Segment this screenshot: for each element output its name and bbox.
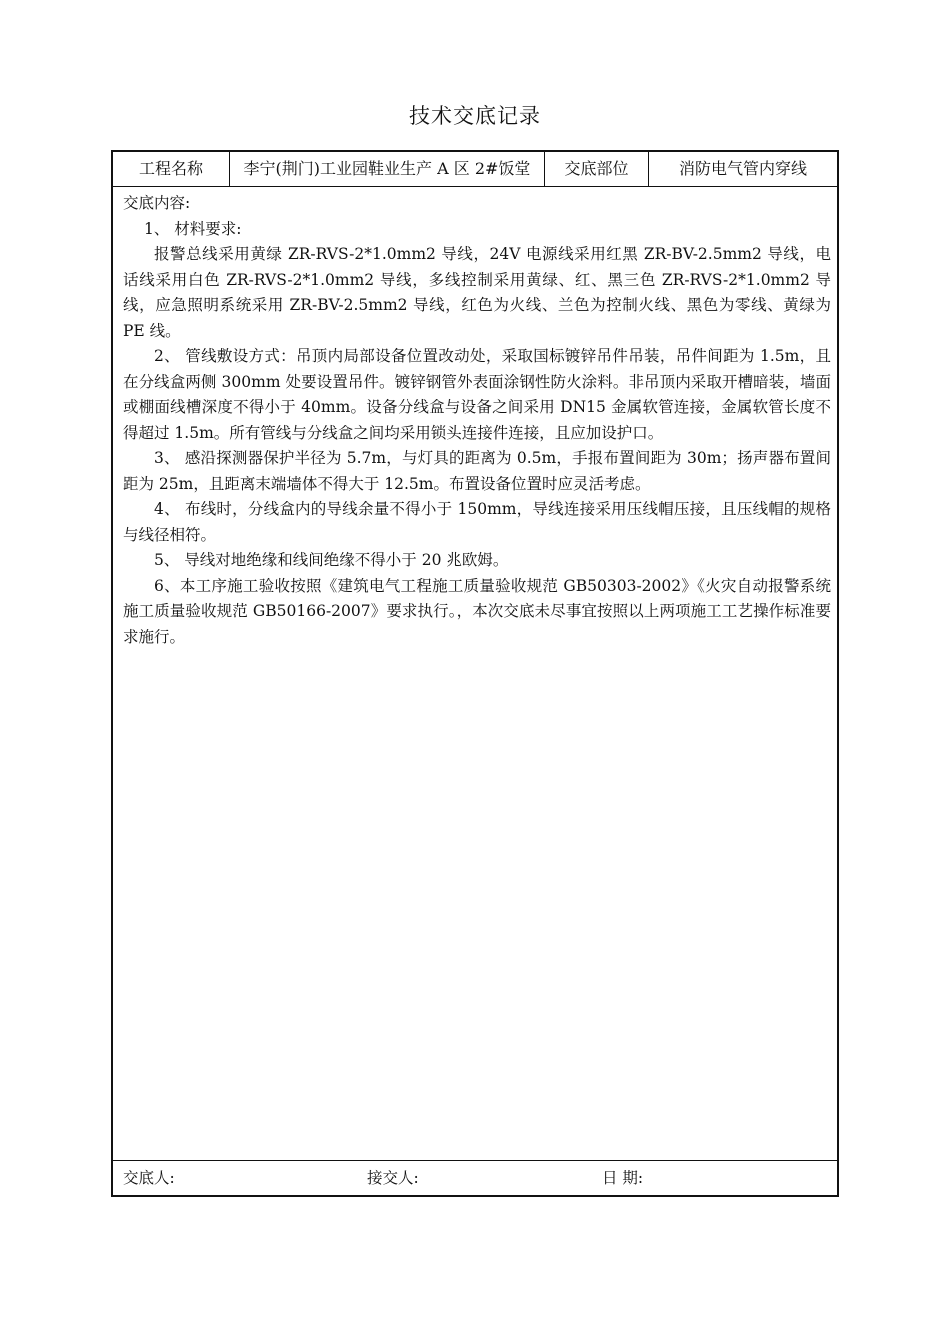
item-insulation: 5、 导线对地绝缘和线间绝缘不得小于 20 兆欧姆。 — [154, 551, 509, 569]
disclosure-form — [111, 150, 839, 1197]
item-wiring: 4、 布线时，分线盒内的导线余量不得小于 150mm，导线连接采用压线帽压接，且压线帽的规格与线径相符。 — [123, 500, 831, 544]
item-detector-layout: 3、 感沿探测器保护半径为 5.7m，与灯具的距离为 0.5m，手报布置间距为 30m；扬声器布置间距为 25m，且距离末端墙体不得大于 12.5m。布置设备位置时应灵活考虑。 — [123, 449, 831, 493]
discloser-label: 交底人: — [123, 1169, 175, 1187]
project-name-value: 李宁(荆门)工业园鞋业生产 A 区 2#饭堂 — [243, 159, 531, 178]
item-materials-body: 报警总线采用黄绿 ZR-RVS-2*1.0mm2 导线，24V 电源线采用红黑 ZR-BV-2.5mm2 导线，电话线采用白色 ZR-RVS-2*1.0mm2 导线，多线控制采用黄绿、红、黑三色 ZR-RVS-2*1.0mm2 导线，应急照明系统采用 ZR-BV-2.5mm2 导线，红色为火线、兰色为控制火线、黑色为零线、黄绿为 PE 线。 — [123, 245, 831, 340]
header-row — [113, 152, 837, 187]
date-label: 日 期: — [602, 1169, 644, 1187]
project-name-label: 工程名称 — [138, 159, 203, 178]
disclosure-part-label: 交底部位 — [564, 159, 629, 178]
disclosure-part-value: 消防电气管内穿线 — [678, 159, 807, 178]
document-title: 技术交底记录 — [409, 104, 541, 128]
content-heading: 交底内容: — [123, 194, 191, 212]
signature-row — [113, 1160, 837, 1196]
item-acceptance: 6、本工序施工验收按照《建筑电气工程施工质量验收规范 GB50303-2002》《火灾自动报警系统施工质量验收规范 GB50166-2007》要求执行。，本次交底未尽事宜按照以上两项施工工艺操作标准要求施行。 — [123, 576, 831, 646]
disclosure-content — [113, 187, 837, 1159]
item-pipe-laying: 2、 管线敷设方式：吊顶内局部设备位置改动处，采取国标镀锌吊件吊装，吊件间距为 1.5m，且在分线盒两侧 300mm 处要设置吊件。镀锌钢管外表面涂钢性防火涂料。非吊顶内采取开槽暗装，墙面或棚面线槽深度不得小于 40mm。设备分线盒与设备之间采用 DN15 金属软管连接，金属软管长度不得超过 1.5m。所有管线与分线盒之间均采用锁头连接件连接，且应加设护口。 — [123, 347, 831, 442]
item-materials-title: 1、 材料要求: — [144, 219, 242, 238]
receiver-label: 接交人: — [367, 1169, 419, 1187]
